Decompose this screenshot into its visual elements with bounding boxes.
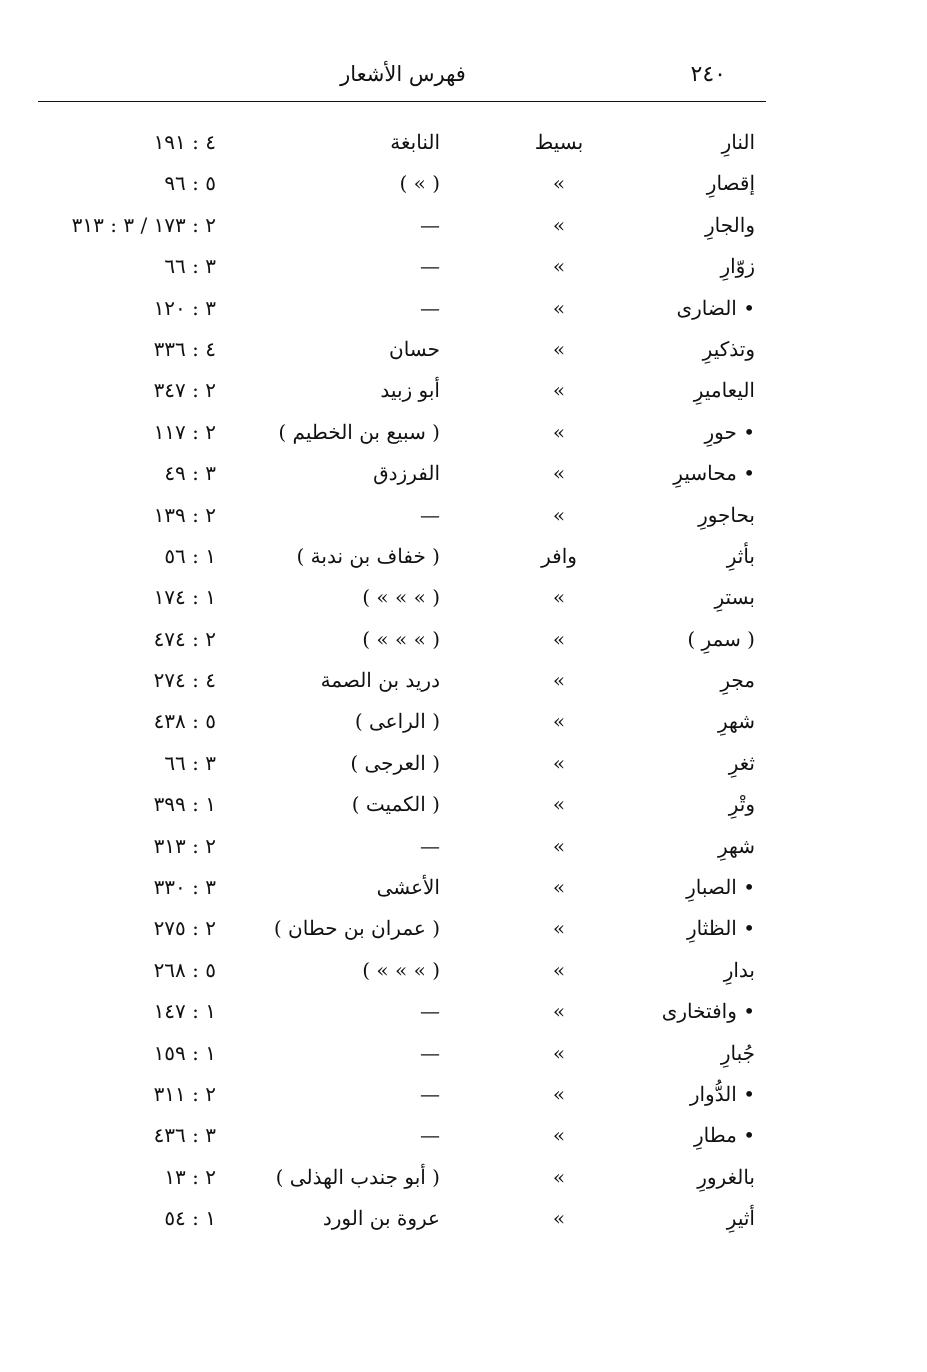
poet-name: الأعشى (376, 875, 440, 900)
volume-page-ref: ٢ : ١١٧ (153, 419, 216, 444)
poet-name: — (420, 502, 440, 527)
rhyme-word: بسترِ (714, 585, 755, 610)
poet-name: النابغة (390, 130, 440, 154)
index-row (0, 412, 927, 453)
index-row (0, 577, 927, 618)
rhyme-word: ( سمرِ ) (687, 626, 755, 651)
rhyme-word: • الظثارِ (687, 916, 755, 941)
volume-page-ref: ٢ : ١٣٩ (153, 502, 216, 527)
volume-page-ref: ٥ : ٤٣٨ (153, 709, 216, 734)
index-row (0, 495, 927, 536)
poet-name: — (420, 1081, 440, 1106)
volume-page-ref: ١ : ٥٦ (164, 543, 216, 568)
rhyme-word: • مطارِ (693, 1123, 755, 1148)
volume-page-ref: ٥ : ٩٦ (164, 171, 216, 196)
meter: » (552, 212, 566, 237)
rhyme-word: اليعاميرِ (693, 378, 755, 403)
poet-name: — (420, 254, 440, 279)
meter: » (552, 419, 566, 444)
index-row (0, 1115, 927, 1156)
volume-page-ref: ٣ : ٣٣٠ (153, 875, 216, 900)
rhyme-word: بحاجورِ (698, 502, 755, 527)
poet-name: أبو زبيد (380, 378, 440, 403)
meter: » (552, 750, 566, 775)
poet-name: ( سبيع بن الخطيم ) (278, 419, 440, 444)
index-row (0, 1198, 927, 1239)
rhyme-word: • الدُّوار (689, 1081, 755, 1106)
volume-page-ref: ١ : ١٧٤ (153, 585, 216, 610)
volume-page-ref: ٣ : ٤٩ (164, 461, 216, 486)
index-row (0, 329, 927, 370)
rhyme-word: • محاسيرِ (673, 461, 755, 486)
index-row (0, 1033, 927, 1074)
meter: » (552, 1123, 566, 1148)
volume-page-ref: ٢ : ١٣ (164, 1164, 216, 1189)
volume-page-ref: ٢ : ٢٧٥ (153, 916, 216, 941)
poet-name: حسان (389, 336, 440, 361)
index-row (0, 908, 927, 949)
poet-name: ( » ) (399, 171, 440, 196)
rhyme-word: شهرِ (717, 833, 755, 858)
volume-page-ref: ٢ : ٣٤٧ (153, 378, 216, 403)
index-row (0, 991, 927, 1032)
index-row (0, 950, 927, 991)
poet-name: ( الكميت ) (351, 792, 440, 817)
rhyme-word: • الصبارِ (686, 875, 755, 900)
meter: » (552, 626, 566, 651)
meter: » (552, 668, 566, 693)
poetry-index-table (0, 122, 927, 1240)
rhyme-word: وتْرِ (728, 792, 755, 817)
index-row (0, 1157, 927, 1198)
poet-name: ( » » » ) (362, 585, 440, 610)
index-row (0, 288, 927, 329)
poet-name: ( الراعى ) (354, 709, 440, 734)
page-title: فهرس الأشعار (340, 62, 466, 86)
meter: » (552, 916, 566, 941)
volume-page-ref: ٢ : ٣١٣ (153, 833, 216, 858)
rhyme-word: بدارِ (723, 957, 755, 982)
index-row (0, 1074, 927, 1115)
rhyme-word: شهرِ (717, 709, 755, 734)
volume-page-ref: ١ : ٣٩٩ (153, 792, 216, 817)
rhyme-word: وتذكيرِ (702, 336, 755, 361)
index-row (0, 163, 927, 204)
meter: » (552, 833, 566, 858)
volume-page-ref: ٢ : ٤٧٤ (153, 626, 216, 651)
poet-name: — (420, 212, 440, 237)
volume-page-ref: ٥ : ٢٦٨ (153, 957, 216, 982)
meter: » (552, 957, 566, 982)
rhyme-word: • حورِ (704, 419, 755, 444)
index-row (0, 122, 927, 163)
page-header (40, 58, 766, 98)
index-row (0, 619, 927, 660)
meter: » (552, 502, 566, 527)
poet-name: ( العرجى ) (350, 750, 440, 775)
index-row (0, 660, 927, 701)
index-row (0, 205, 927, 246)
poet-name: ( » » » ) (362, 626, 440, 651)
meter: » (552, 336, 566, 361)
volume-page-ref: ٣ : ١٢٠ (153, 295, 216, 320)
poet-name: — (420, 295, 440, 320)
poet-name: عروة بن الورد (322, 1206, 440, 1231)
poet-name: دريد بن الصمة (320, 668, 440, 693)
meter: » (552, 875, 566, 900)
index-row (0, 743, 927, 784)
index-row (0, 701, 927, 742)
volume-page-ref: ١ : ١٤٧ (153, 999, 216, 1024)
poet-name: — (420, 1040, 440, 1065)
poet-name: — (420, 999, 440, 1024)
meter: » (552, 792, 566, 817)
volume-page-ref: ٤ : ٢٧٤ (153, 668, 216, 693)
meter: » (552, 1040, 566, 1065)
header-rule (38, 101, 766, 102)
volume-page-ref: ٢ : ١٧٣ / ٣ : ٣١٣ (71, 212, 216, 237)
rhyme-word: النارِ (721, 130, 755, 154)
index-row (0, 826, 927, 867)
meter: » (552, 295, 566, 320)
volume-page-ref: ٣ : ٤٣٦ (153, 1123, 216, 1148)
meter: » (552, 1081, 566, 1106)
meter: » (552, 1206, 566, 1231)
rhyme-word: إقصارِ (706, 171, 755, 196)
index-row (0, 246, 927, 287)
volume-page-ref: ١ : ١٥٩ (153, 1040, 216, 1065)
poet-name: — (420, 833, 440, 858)
rhyme-word: أثيرِ (726, 1206, 755, 1231)
rhyme-word: • وافتخارى (661, 999, 755, 1024)
index-row (0, 784, 927, 825)
meter: » (552, 709, 566, 734)
meter: » (552, 999, 566, 1024)
meter: وافر (541, 543, 577, 568)
volume-page-ref: ١ : ٥٤ (164, 1206, 216, 1231)
meter: » (552, 378, 566, 403)
rhyme-word: مجرِ (720, 668, 755, 693)
poet-name: — (420, 1123, 440, 1148)
rhyme-word: زوّارِ (720, 254, 755, 279)
meter: » (552, 171, 566, 196)
rhyme-word: ثغرِ (728, 750, 755, 775)
index-row (0, 370, 927, 411)
poet-name: ( عمران بن حطان ) (273, 916, 440, 941)
meter: » (552, 254, 566, 279)
volume-page-ref: ٣ : ٦٦ (164, 254, 216, 279)
index-row (0, 536, 927, 577)
meter: » (552, 461, 566, 486)
volume-page-ref: ٢ : ٣١١ (153, 1081, 216, 1106)
rhyme-word: • الضارى (676, 295, 755, 320)
rhyme-word: بالغرورِ (697, 1164, 755, 1189)
rhyme-word: جُبارِ (720, 1040, 755, 1065)
volume-page-ref: ٣ : ٦٦ (164, 750, 216, 775)
poet-name: ( خفاف بن ندبة ) (296, 543, 440, 568)
poet-name: ( أبو جندب الهذلى ) (275, 1164, 440, 1189)
volume-page-ref: ٤ : ٣٣٦ (153, 336, 216, 361)
index-row (0, 867, 927, 908)
page-number: ٢٤٠ (690, 62, 726, 87)
rhyme-word: والجارِ (705, 212, 755, 237)
meter: » (552, 585, 566, 610)
meter: » (552, 1164, 566, 1189)
volume-page-ref: ٤ : ١٩١ (153, 130, 216, 154)
poet-name: الفرزدق (373, 461, 440, 486)
index-row (0, 453, 927, 494)
meter: بسيط (534, 130, 584, 154)
rhyme-word: بأثرِ (726, 543, 755, 568)
poet-name: ( » » » ) (362, 957, 440, 982)
